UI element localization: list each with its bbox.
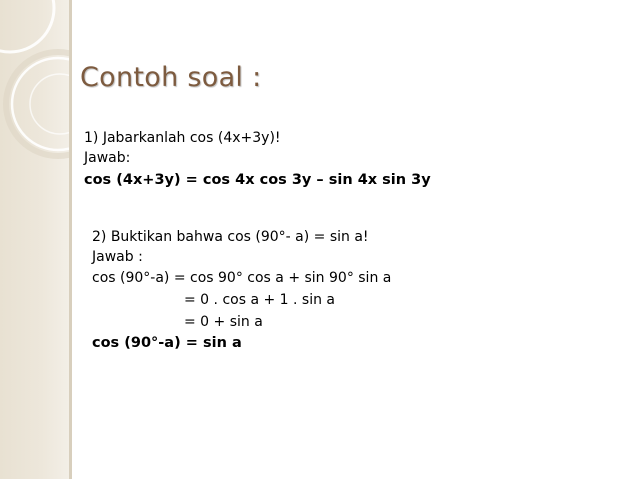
decorative-side-band	[0, 0, 72, 479]
decorative-rings	[0, 0, 69, 479]
problem2-step1: cos (90°-a) = cos 90° cos a + sin 90° sin a	[92, 270, 392, 286]
problem1-answer: cos (4x+3y) = cos 4x cos 3y – sin 4x sin 3y	[84, 172, 431, 188]
problem2-answer-label: Jawab :	[92, 249, 143, 265]
problem2-step2: = 0 . cos a + 1 . sin a	[184, 292, 335, 308]
problem2-step3: = 0 + sin a	[184, 314, 263, 330]
problem2-question: 2) Buktikan bahwa cos (90°- a) = sin a!	[92, 229, 369, 245]
problem1-answer-label: Jawab:	[84, 150, 131, 166]
problem1-question: 1) Jabarkanlah cos (4x+3y)!	[84, 130, 281, 146]
problem2-conclusion: cos (90°-a) = sin a	[92, 335, 242, 351]
slide-title: Contoh soal :	[80, 62, 262, 93]
